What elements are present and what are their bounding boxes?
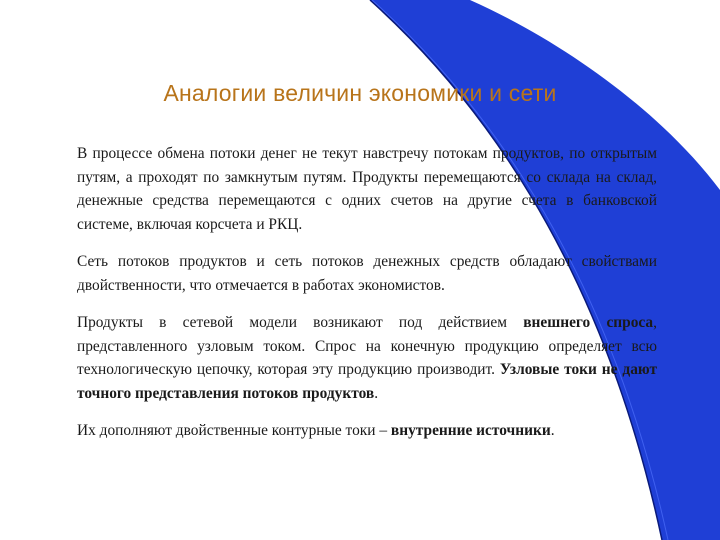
- paragraph-3-bold-node-currents: Узловые токи не дают точного представления потоков продуктов: [77, 361, 658, 402]
- paragraph-4: [77, 419, 657, 443]
- paragraph-2: [77, 250, 657, 297]
- paragraph-3-text: Продукты в сетевой модели возникают под действием: [77, 314, 524, 331]
- paragraph-4-bold-internal-sources: внутренние источники: [390, 422, 551, 439]
- slide-title: Аналогии величин экономики и сети: [163, 80, 557, 106]
- paragraph-1-text: В процессе обмена потоки денег не текут навстречу потокам продуктов, по открытым путям, а проходят по замкнутым путям. Продукты перемещаются со склада на склад, денежные средства перемещаются с одних счетов на другие счета в банковской системе, включая корсчета и РКЦ.: [77, 145, 657, 233]
- paragraph-3-bold-external-demand: внешнего спроса: [523, 314, 654, 331]
- paragraph-3-period: .: [374, 384, 379, 402]
- paragraph-3: [77, 311, 657, 405]
- paragraph-4-text: Их дополняют двойственные контурные токи –: [77, 422, 391, 439]
- paragraph-4-period: .: [550, 422, 555, 439]
- slide-body: [77, 142, 657, 457]
- paragraph-2-text: Сеть потоков продуктов и сеть потоков денежных средств обладают свойствами двойственности, что отмечается в работах экономистов.: [77, 253, 657, 294]
- paragraph-1: [77, 142, 657, 236]
- paragraph-3-text-cont: , представленного узловым током. Спрос на конечную продукцию определяет всю технологическую цепочку, которая эту продукцию производит.: [77, 314, 657, 378]
